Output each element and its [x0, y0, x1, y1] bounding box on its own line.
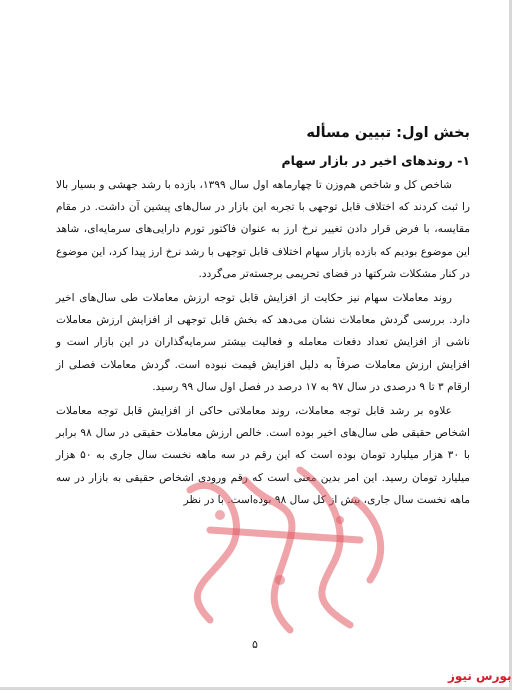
paragraph-1: شاخص کل و شاخص هم‌وزن تا چهارماهه اول سال ۱۳۹۹، بازده با رشد جهشی و بسیار بالا را ثبت کردند که اختلاف قابل توجهی با تجربه این بازار در سال‌های پیشین آن داشت. در مقام مقایسه، با فرض قرار دادن تغییر نرخ ارز به عنوان فاکتور تورم دارایی‌های سرمایه‌ای، شاهد این موضوع بودیم که بازده بازار سهام اختلاف قابل توجهی با رشد نرخ ارز پیدا کرد، این موضوع در کنار مشکلات شرکتها در فضای تحریمی برجسته‌تر می‌گردد. — [56, 179, 470, 280]
brand-label: بورس نیوز — [448, 669, 512, 683]
document-body — [56, 122, 470, 513]
section-title: بخش اول: تبیین مسأله — [306, 125, 470, 141]
paragraph-2: روند معاملات سهام نیز حکایت از افزایش قابل توجه ارزش معاملات طی سال‌های اخیر دارد. بررسی گردش معاملات نشان می‌دهد که بخش قابل توجهی از افزایش ارزش معاملات ناشی از افزایش تعداد دفعات معامله و فعالیت بیشتر سرمایه‌گذاران در این بازار است و افزایش ارزش معاملات صرفاً به دلیل افزایش قیمت نبوده است. گردش معاملات فصلی از ارقام ۳ تا ۹ درصدی در سال ۹۷ به ۱۷ درصد در فصل اول سال ۹۹ رسید. — [56, 292, 470, 393]
page-number: ۵ — [252, 638, 258, 651]
paragraph-3: علاوه بر رشد قابل توجه معاملات، روند معاملاتی حاکی از افزایش قابل توجه معاملات اشخاص حقیقی طی سال‌های اخیر بوده است. خالص ارزش معاملات حقیقی در سال ۹۸ برابر با ۳۰ هزار میلیارد تومان بوده است که این رقم در سه ماهه نخست سال جاری به ۵۰ هزار میلیارد تومان رسید. این امر بدین معنی است که رقم ورودی اشخاص حقیقی به بازار در سه ماهه نخست سال جاری، بیش از کل سال ۹۸ بوده‌است. با در نظر — [56, 405, 470, 506]
subsection-title: ۱- روندهای اخیر در بازار سهام — [281, 153, 470, 168]
